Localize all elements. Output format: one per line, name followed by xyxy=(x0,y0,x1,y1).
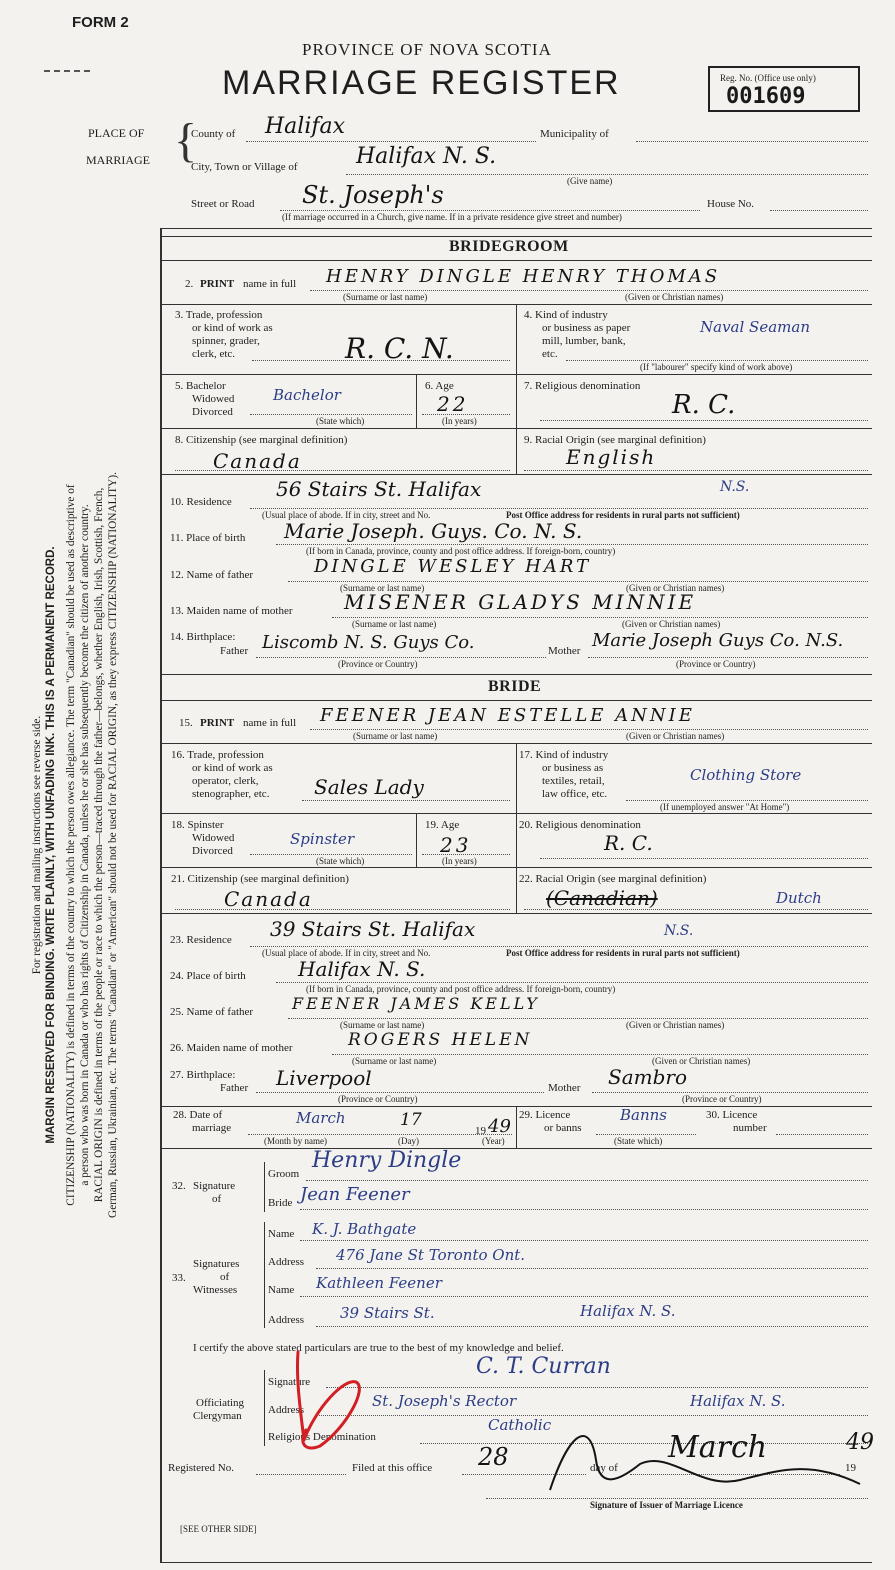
see-other-side: [SEE OTHER SIDE] xyxy=(180,1524,257,1534)
bride-mother-value[interactable]: ROGERS HELEN xyxy=(348,1030,533,1050)
bridegroom-heading: BRIDEGROOM xyxy=(449,238,569,255)
groom-residence-line xyxy=(250,508,868,509)
red-check-mark-icon xyxy=(276,1348,386,1458)
groom-trade-line xyxy=(252,360,510,361)
f16-l4: stenographer, etc. xyxy=(192,788,270,800)
clergy-sig-line xyxy=(326,1387,868,1388)
divider xyxy=(416,813,417,867)
f33-num: 33. xyxy=(172,1272,186,1284)
groom-father-line xyxy=(288,581,868,582)
county-value[interactable]: Halifax xyxy=(265,114,346,139)
city-note: (Give name) xyxy=(567,176,613,186)
divider xyxy=(516,1106,517,1148)
clergy-address-label: Address xyxy=(268,1404,305,1416)
groom-residence-extra[interactable]: N.S. xyxy=(720,479,750,495)
bracket xyxy=(264,1162,265,1212)
f14-province-note: (Province or Country) xyxy=(338,659,418,669)
f25-label: 25. Name of father xyxy=(170,1006,254,1018)
filed-month-value[interactable]: March xyxy=(668,1430,768,1465)
street-label: Street or Road xyxy=(191,198,255,210)
f25-given-note: (Given or Christian names) xyxy=(626,1020,725,1030)
bride-father-line xyxy=(288,1018,868,1019)
groom-sig-label: Groom xyxy=(268,1168,300,1180)
f32-label: Signature xyxy=(193,1180,236,1192)
f13-label: 13. Maiden name of mother xyxy=(170,605,293,617)
f5-l3: Divorced xyxy=(192,406,233,418)
city-value[interactable]: Halifax N. S. xyxy=(356,144,497,169)
groom-origin-line xyxy=(524,470,868,471)
w2-name-label: Name xyxy=(268,1284,295,1296)
margin-instructions xyxy=(30,195,160,1495)
f2-label: name in full xyxy=(243,278,297,290)
divider xyxy=(160,474,872,475)
f12-label: 12. Name of father xyxy=(170,569,254,581)
groom-citizenship-value[interactable]: Canada xyxy=(213,449,302,473)
f10-label: 10. Residence xyxy=(170,496,232,508)
issuer-signature-scribble xyxy=(530,1420,870,1500)
bride-mother-birthplace-line xyxy=(592,1092,868,1093)
f11-note: (If born in Canada, province, county and post office address. If foreign-born, country) xyxy=(306,546,616,556)
clergy-signature[interactable]: C. T. Curran xyxy=(476,1354,611,1379)
f14-label: 14. Birthplace: xyxy=(170,631,236,643)
groom-birthplace-line xyxy=(276,544,868,545)
brace: { xyxy=(174,114,198,167)
street-note: (If marriage occurred in a Church, give name. If in a private residence give street and number) xyxy=(282,212,622,222)
bride-industry-value[interactable]: Clothing Store xyxy=(690,766,802,784)
bride-signature[interactable]: Jean Feener xyxy=(300,1184,410,1205)
f24-note: (If born in Canada, province, county and post office address. If foreign-born, country) xyxy=(306,984,616,994)
w2-name-line xyxy=(300,1296,868,1297)
bride-heading: BRIDE xyxy=(488,678,542,695)
f4-l2: or business as paper xyxy=(542,322,631,334)
f16-l3: operator, clerk, xyxy=(192,775,259,787)
f13-given-note: (Given or Christian names) xyxy=(622,619,721,629)
margin-line-5: RACIAL ORIGIN is defined in terms of the people or race to which the person—traced through the father—belongs, whether English, Irish, Scottish, French, xyxy=(93,487,105,1203)
bride-name-line xyxy=(310,729,868,730)
clergy-label: Officiating xyxy=(196,1397,245,1409)
f19-note: (In years) xyxy=(442,856,477,866)
reg-number: 001609 xyxy=(726,84,806,109)
marriage-year-value[interactable]: 49 xyxy=(488,1116,511,1137)
f27-mother-province-note: (Province or Country) xyxy=(682,1094,762,1104)
licence-or-banns-value[interactable]: Banns xyxy=(620,1106,667,1124)
groom-name-value[interactable]: HENRY DINGLE HENRY THOMAS xyxy=(326,266,721,287)
f5-l2: Widowed xyxy=(192,393,235,405)
clergy-sig-label: Signature xyxy=(268,1376,311,1388)
witness1-name[interactable]: K. J. Bathgate xyxy=(312,1220,417,1238)
f23-note: (Usual place of abode. If in city, street and No. xyxy=(262,948,431,958)
groom-mother-birthplace-value[interactable]: Marie Joseph Guys Co. N.S. xyxy=(592,630,844,651)
county-line xyxy=(246,141,536,142)
groom-religion-value[interactable]: R. C. xyxy=(672,390,736,420)
w1-name-line xyxy=(300,1240,868,1241)
witness2-name[interactable]: Kathleen Feener xyxy=(316,1274,442,1292)
divider xyxy=(516,813,517,867)
bride-age-line xyxy=(422,854,510,855)
f16-label: 16. Trade, profession xyxy=(171,749,264,761)
groom-age-value[interactable]: 22 xyxy=(437,392,469,416)
bride-origin-line xyxy=(524,909,868,910)
bracket xyxy=(264,1370,265,1446)
margin-line-6: German, Russian, Ukrainian, etc. The terms "Canadian" or "American" should not be used for RACIAL ORIGIN, as they express CITIZENSHIP (NATIONALITY). xyxy=(107,472,119,1218)
f15-surname-note: (Surname or last name) xyxy=(353,731,438,741)
reg-caption: Reg. No. (Office use only) xyxy=(720,73,816,83)
f15-given-note: (Given or Christian names) xyxy=(626,731,725,741)
divider xyxy=(160,674,872,675)
divider xyxy=(160,260,872,261)
f20-label: 20. Religious denomination xyxy=(519,819,641,831)
f25-surname-note: (Surname or last name) xyxy=(340,1020,425,1030)
marriage-month-value[interactable]: March xyxy=(296,1109,346,1127)
certify-text: I certify the above stated particulars are true to the best of my knowledge and belief. xyxy=(193,1342,564,1354)
f8-label: 8. Citizenship (see marginal definition) xyxy=(175,434,348,446)
f6-label: 6. Age xyxy=(425,380,454,392)
bride-industry-line xyxy=(626,800,868,801)
groom-religion-line xyxy=(540,420,868,421)
w2-address-label: Address xyxy=(268,1314,305,1326)
street-value[interactable]: St. Joseph's xyxy=(302,181,444,209)
divider xyxy=(160,236,872,237)
marriage-date-line xyxy=(248,1134,512,1135)
f26-surname-note: (Surname or last name) xyxy=(352,1056,437,1066)
given-note: (Given or Christian names) xyxy=(625,292,724,302)
clergy-religion-label: Religious Denomination xyxy=(268,1431,376,1443)
issuer-line xyxy=(486,1498,868,1499)
bride-origin-value[interactable]: (Canadian) xyxy=(546,886,658,910)
groom-mother-value[interactable]: MISENER GLADYS MINNIE xyxy=(344,590,697,614)
f3-l4: clerk, etc. xyxy=(192,348,236,360)
f23-note-b: Post Office address for residents in rural parts not sufficient) xyxy=(506,948,740,958)
reg-number-box xyxy=(708,66,860,112)
f3-l3: spinner, grader, xyxy=(192,335,260,347)
divider xyxy=(516,743,517,813)
bracket xyxy=(264,1222,265,1328)
municipality-label: Municipality of xyxy=(540,128,609,140)
bride-name-value[interactable]: FEENER JEAN ESTELLE ANNIE xyxy=(320,705,695,726)
f12-given-note: (Given or Christian names) xyxy=(626,583,725,593)
f27-label: 27. Birthplace: xyxy=(170,1069,236,1081)
f19-label: 19. Age xyxy=(425,819,460,831)
f17-l4: law office, etc. xyxy=(542,788,608,800)
groom-birthplace-value[interactable]: Marie Joseph. Guys. Co. N. S. xyxy=(284,519,583,543)
f26-given-note: (Given or Christian names) xyxy=(652,1056,751,1066)
groom-age-line xyxy=(422,414,510,415)
groom-citizenship-line xyxy=(175,470,510,471)
groom-father-birthplace-value[interactable]: Liscomb N. S. Guys Co. xyxy=(262,632,475,653)
city-line xyxy=(346,174,868,175)
f28-l2: marriage xyxy=(192,1122,232,1134)
f4-label: 4. Kind of industry xyxy=(524,309,608,321)
registered-label: Registered No. xyxy=(168,1462,234,1474)
marriage-day-value[interactable]: 17 xyxy=(400,1110,422,1130)
divider xyxy=(160,913,872,914)
f28-label: 28. Date of xyxy=(173,1109,223,1121)
f21-label: 21. Citizenship (see marginal definition) xyxy=(171,873,349,885)
f5-label: 5. Bachelor xyxy=(175,380,226,392)
f17-note: (If unemployed answer "At Home") xyxy=(660,802,790,812)
bride-mother-birthplace-value[interactable]: Sambro xyxy=(608,1065,687,1089)
f15-num: 15. xyxy=(179,717,193,729)
groom-status-line xyxy=(250,414,412,415)
f32-num: 32. xyxy=(172,1180,186,1192)
clergy-address-city[interactable]: Halifax N. S. xyxy=(690,1392,786,1410)
f30-label: 30. Licence xyxy=(706,1109,758,1121)
bride-father-birthplace-line xyxy=(256,1092,544,1093)
bride-origin-extra[interactable]: Dutch xyxy=(776,889,822,907)
f16-l2: or kind of work as xyxy=(192,762,273,774)
f33-l3: Witnesses xyxy=(193,1284,238,1296)
margin-line-4: a person who was born in Canada or who has rights of Citizenship in Canada, unless he or she has subsequently become the citizen of another country. xyxy=(79,504,91,1186)
f4-note: (If "labourer" specify kind of work above) xyxy=(640,362,793,372)
bride-mother-line xyxy=(332,1054,868,1055)
bride-birthplace-value[interactable]: Halifax N. S. xyxy=(298,957,426,981)
f2-print: PRINT xyxy=(200,278,235,290)
f14-mother-province-note: (Province or Country) xyxy=(676,659,756,669)
f24-label: 24. Place of birth xyxy=(170,970,246,982)
witness2-city[interactable]: Halifax N. S. xyxy=(580,1302,676,1320)
filed-year-value[interactable]: 49 xyxy=(846,1430,874,1455)
bride-residence-line xyxy=(250,946,868,947)
f14-father-label: Father xyxy=(220,645,249,657)
f17-l3: textiles, retail, xyxy=(542,775,605,787)
f26-label: 26. Maiden name of mother xyxy=(170,1042,293,1054)
bride-citizenship-value[interactable]: Canada xyxy=(224,887,313,911)
margin-mark xyxy=(44,70,90,72)
clergy-address-line xyxy=(316,1415,868,1416)
f10-note: (Usual place of abode. If in city, street and No. xyxy=(262,510,431,520)
f12-surname-note: (Surname or last name) xyxy=(340,583,425,593)
witness2-address[interactable]: 39 Stairs St. xyxy=(340,1304,435,1322)
surname-note: (Surname or last name) xyxy=(343,292,428,302)
bride-father-birthplace-value[interactable]: Liverpool xyxy=(276,1066,372,1090)
house-line xyxy=(770,210,868,211)
groom-industry-line xyxy=(566,360,868,361)
bride-residence-value[interactable]: 39 Stairs St. Halifax xyxy=(270,917,476,941)
witness1-address[interactable]: 476 Jane St Toronto Ont. xyxy=(336,1246,526,1264)
place-title-2: MARRIAGE xyxy=(86,153,151,167)
divider xyxy=(516,374,517,428)
f29-label: 29. Licence xyxy=(519,1109,571,1121)
filed-day-value[interactable]: 28 xyxy=(478,1443,509,1471)
bride-birthplace-line xyxy=(276,982,868,983)
year-prefix: 19 xyxy=(475,1125,486,1137)
bride-father-value[interactable]: FEENER JAMES KELLY xyxy=(292,994,540,1013)
divider xyxy=(516,867,517,913)
groom-sig-line xyxy=(306,1180,868,1181)
groom-mother-birthplace-line xyxy=(588,657,868,658)
filed-year-prefix: 19 xyxy=(845,1462,856,1474)
bride-residence-extra[interactable]: N.S. xyxy=(664,923,694,939)
w1-name-label: Name xyxy=(268,1228,295,1240)
f27-mother-label: Mother xyxy=(548,1082,581,1094)
f11-label: 11. Place of birth xyxy=(170,532,246,544)
bride-religion-value[interactable]: R. C. xyxy=(604,831,653,855)
city-label: City, Town or Village of xyxy=(191,161,298,173)
issuer-note: Signature of Issuer of Marriage Licence xyxy=(590,1500,743,1510)
f27-father-label: Father xyxy=(220,1082,249,1094)
f15-label: name in full xyxy=(243,717,297,729)
f33-l2: of xyxy=(220,1271,230,1283)
groom-residence-value[interactable]: 56 Stairs St. Halifax xyxy=(276,477,482,501)
f27-province-note: (Province or Country) xyxy=(338,1094,418,1104)
bride-religion-line xyxy=(540,858,868,859)
f15-print: PRINT xyxy=(200,717,235,729)
margin-line-2: MARGIN RESERVED FOR BINDING. WRITE PLAINLY, WITH UNFADING INK. THIS IS A PERMANENT RECORD. xyxy=(45,546,57,1144)
f17-label: 17. Kind of industry xyxy=(519,749,609,761)
bride-status-line xyxy=(250,854,412,855)
bride-sig-line xyxy=(300,1209,868,1210)
margin-line-3: CITIZENSHIP (NATIONALITY) is defined in terms of the country to which the person owes allegiance. The term "Canadian" should be used as descriptive of xyxy=(65,484,77,1206)
municipality-line xyxy=(636,141,868,142)
clergy-address[interactable]: St. Joseph's Rector xyxy=(372,1392,517,1410)
f6-note: (In years) xyxy=(442,416,477,426)
f18-l2: Widowed xyxy=(192,832,235,844)
f29-l2: or banns xyxy=(544,1122,582,1134)
w1-address-line xyxy=(316,1268,868,1269)
f3-label: 3. Trade, profession xyxy=(175,309,263,321)
form-number: FORM 2 xyxy=(72,14,129,31)
f2-num: 2. xyxy=(185,278,194,290)
street-line xyxy=(280,210,700,211)
w2-address-line xyxy=(316,1326,868,1327)
day-of-label: day of xyxy=(590,1462,618,1474)
divider xyxy=(160,700,872,701)
divider xyxy=(516,428,517,474)
groom-industry-value[interactable]: Naval Seaman xyxy=(700,318,810,336)
f4-l4: etc. xyxy=(542,348,558,360)
bride-trade-line xyxy=(302,800,510,801)
divider xyxy=(516,304,517,374)
province-heading: PROVINCE OF NOVA SCOTIA xyxy=(302,40,552,59)
clergy-l2: Clergyman xyxy=(193,1410,242,1422)
f32-l2: of xyxy=(212,1193,222,1205)
f13-surname-note: (Surname or last name) xyxy=(352,619,437,629)
f10-note-b: Post Office address for residents in rural parts not sufficient) xyxy=(506,510,740,520)
clergy-religion[interactable]: Catholic xyxy=(488,1416,552,1434)
day-note: (Day) xyxy=(398,1136,419,1146)
groom-mother-line xyxy=(332,617,868,618)
bride-sig-label: Bride xyxy=(268,1197,293,1209)
f18-note: (State which) xyxy=(316,856,365,866)
f4-l3: mill, lumber, bank, xyxy=(542,335,626,347)
f9-label: 9. Racial Origin (see marginal definition) xyxy=(524,434,706,446)
place-title-1: PLACE OF xyxy=(88,126,145,140)
f30-l2: number xyxy=(733,1122,767,1134)
bride-age-value[interactable]: 23 xyxy=(440,833,472,857)
groom-signature[interactable]: Henry Dingle xyxy=(312,1148,462,1173)
f17-l2: or business as xyxy=(542,762,604,774)
banns-line xyxy=(596,1134,696,1135)
f18-label: 18. Spinster xyxy=(171,819,224,831)
groom-trade-value[interactable]: R. C. N. xyxy=(345,332,454,365)
f22-label: 22. Racial Origin (see marginal definition) xyxy=(519,873,707,885)
groom-father-birthplace-line xyxy=(256,657,546,658)
divider xyxy=(416,374,417,428)
f3-l2: or kind of work as xyxy=(192,322,273,334)
house-label: House No. xyxy=(707,198,755,210)
page-title: MARRIAGE REGISTER xyxy=(222,64,621,102)
bride-status-value[interactable]: Spinster xyxy=(290,830,355,848)
bride-citizenship-line xyxy=(175,909,510,910)
f23-label: 23. Residence xyxy=(170,934,232,946)
groom-status-value[interactable]: Bachelor xyxy=(273,386,341,404)
f18-l3: Divorced xyxy=(192,845,233,857)
year-note: (Year) xyxy=(482,1136,505,1146)
bride-trade-value[interactable]: Sales Lady xyxy=(314,775,424,799)
groom-name-line xyxy=(310,290,868,291)
f7-label: 7. Religious denomination xyxy=(524,380,641,392)
margin-line-1: For registration and mailing instructions see reverse side. xyxy=(31,715,43,975)
groom-origin-value[interactable]: English xyxy=(566,445,657,469)
f29-note: (State which) xyxy=(614,1136,663,1146)
groom-father-value[interactable]: DINGLE WESLEY HART xyxy=(314,556,592,577)
county-label: County of xyxy=(191,128,236,140)
registered-line xyxy=(256,1474,346,1475)
f33-label: Signatures xyxy=(193,1258,240,1270)
f5-note: (State which) xyxy=(316,416,365,426)
f14-mother-label: Mother xyxy=(548,645,581,657)
licence-number-line xyxy=(776,1134,868,1135)
filed-label: Filed at this office xyxy=(352,1462,433,1474)
month-note: (Month by name) xyxy=(264,1136,327,1146)
w1-address-label: Address xyxy=(268,1256,305,1268)
divider xyxy=(160,1148,872,1149)
